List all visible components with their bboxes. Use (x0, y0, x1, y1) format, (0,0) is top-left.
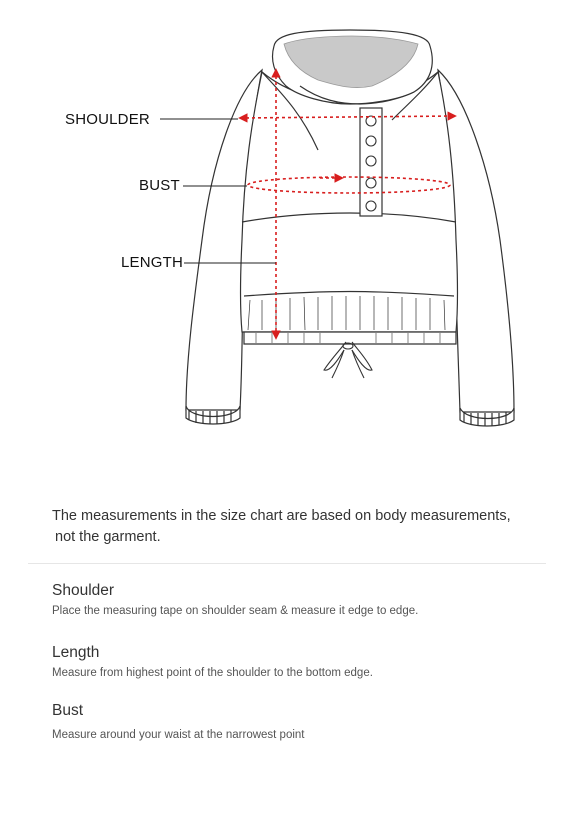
button-5 (366, 201, 376, 211)
button-4 (366, 178, 376, 188)
intro-note (52, 506, 542, 548)
drawstring (324, 342, 372, 378)
length-heading: Length (52, 644, 100, 661)
bust-heading: Bust (52, 702, 84, 719)
bust-section (52, 702, 305, 741)
shoulder-section (52, 582, 418, 617)
button-3 (366, 156, 376, 166)
section-divider (28, 563, 546, 564)
length-description: Measure from highest point of the shoulder to the bottom edge. (52, 667, 373, 679)
hoodie-body (241, 72, 458, 344)
shoulder-callout-label: SHOULDER (65, 111, 150, 128)
length-callout-label: LENGTH (121, 254, 184, 271)
shoulder-heading: Shoulder (52, 582, 115, 599)
bust-description: Measure around your waist at the narrowest point (52, 729, 305, 741)
intro-line-2: not the garment. (55, 529, 161, 545)
button-2 (366, 136, 376, 146)
shoulder-description: Place the measuring tape on shoulder seam & measure it edge to edge. (52, 605, 419, 617)
length-section (52, 644, 373, 679)
hood (273, 30, 433, 104)
intro-line-1: The measurements in the size chart are based on body measurements, (52, 508, 511, 524)
bust-callout-label: BUST (139, 177, 180, 194)
